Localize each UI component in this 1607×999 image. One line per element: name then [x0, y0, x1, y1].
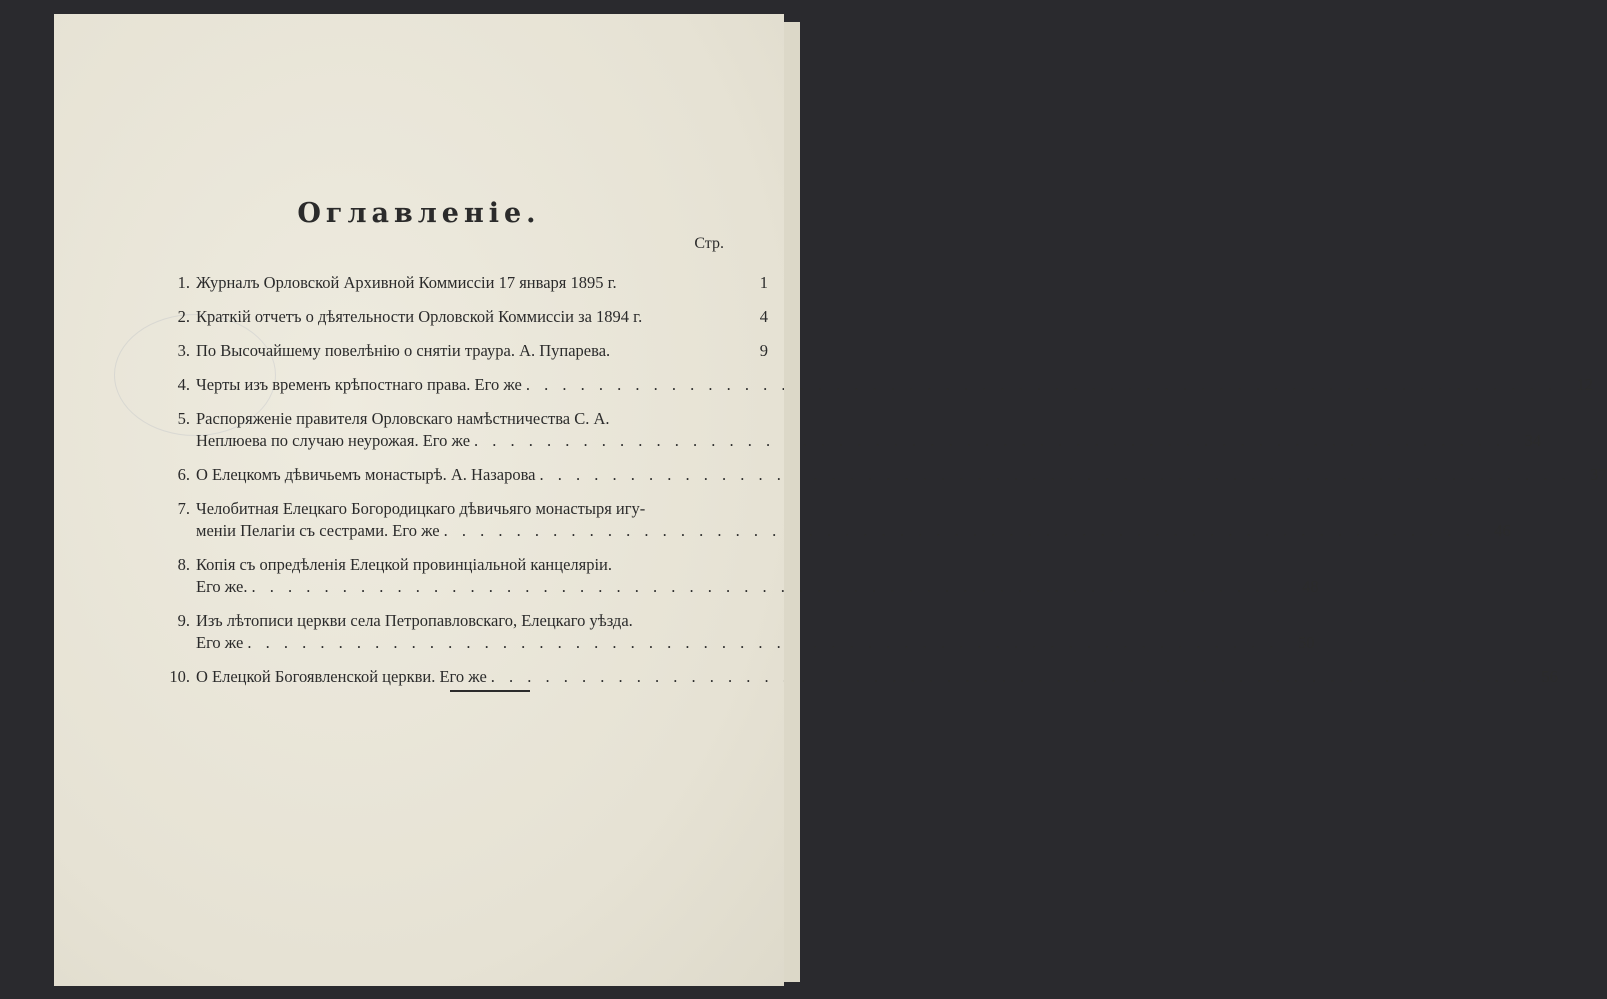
toc-entry-number: 3.	[177, 341, 190, 360]
toc-page-number: 12	[1576, 375, 1593, 394]
toc-entry-title: Челобитная Елецкаго Богородицкаго дѣвичьяго монастыря игу-	[196, 499, 646, 518]
closing-rule	[450, 690, 530, 692]
toc-entry-number: 6.	[177, 465, 190, 484]
toc-page-number: 34	[1524, 431, 1542, 450]
toc-page-number: 1	[759, 273, 768, 292]
page-column-label: Стр.	[694, 235, 724, 252]
toc-page-number: 37	[1590, 465, 1607, 484]
toc-entry	[158, 408, 1542, 452]
toc-page-number: 46	[1494, 521, 1511, 540]
toc-page-number: 50	[1297, 633, 1315, 652]
toc-entry-title: Распоряженіе правителя Орловскаго намѣстничества С. А.	[196, 409, 610, 428]
page-title: Оглавленіе.	[297, 198, 541, 229]
toc-entry-number: 9.	[177, 611, 190, 630]
toc-entry	[158, 340, 768, 362]
toc-entry-title: Журналъ Орловской Архивной Коммиссіи 17 января 1895 г.	[196, 273, 617, 292]
leader-dots	[487, 666, 1522, 688]
toc-page-number: 4	[759, 307, 768, 326]
toc-entry-number: 2.	[177, 307, 190, 326]
toc-entry-number: 7.	[177, 499, 190, 518]
toc-entry-number: 4.	[177, 375, 190, 394]
leader-dots	[522, 374, 1557, 396]
toc-entry-title: По Высочайшему повелѣнію о снятіи траура. А. Пупарева.	[196, 341, 611, 360]
toc-entry	[158, 464, 1607, 486]
toc-entry	[158, 554, 1319, 598]
toc-entry-title: Краткій отчетъ о дѣятельности Орловской Коммиссіи за 1894 г.	[196, 307, 643, 326]
leader-dots	[536, 464, 1571, 486]
toc-entry-number: 5.	[177, 409, 190, 428]
toc-entry	[158, 666, 1558, 688]
document-page	[54, 14, 1607, 986]
leader-dots	[243, 632, 1278, 654]
toc-entry	[158, 498, 1511, 542]
toc-entry	[158, 610, 1315, 654]
toc-entry-title: меніи Пелагіи съ сестрами. Его же	[196, 521, 440, 540]
table-of-contents	[158, 272, 1607, 700]
toc-page-number: 9	[759, 341, 768, 360]
adjacent-page-edge	[784, 22, 800, 982]
leader-dots	[470, 430, 1505, 452]
toc-entry-title: Неплюева по случаю неурожая. Его же	[196, 431, 471, 450]
leader-dots	[440, 520, 1475, 542]
toc-entry-title: Его же.	[196, 577, 248, 596]
toc-entry	[158, 306, 768, 328]
leader-dots	[247, 576, 1282, 598]
toc-entry-number: 10.	[169, 667, 190, 686]
toc-entry	[158, 272, 768, 294]
toc-entry-title: Копія съ опредѣленія Елецкой провинціальной канцеляріи.	[196, 555, 613, 574]
toc-entry-title: Черты изъ временъ крѣпостнаго права. Его же	[196, 375, 522, 394]
toc-entry-number: 8.	[177, 555, 190, 574]
toc-entry	[158, 374, 1593, 396]
toc-entry-number: 1.	[177, 273, 190, 292]
toc-page-number: 56	[1541, 667, 1558, 686]
toc-page-number: 48	[1302, 577, 1319, 596]
toc-entry-title: Его же	[196, 633, 244, 652]
toc-entry-title: О Елецкомъ дѣвичьемъ монастырѣ. А. Назарова	[196, 465, 536, 484]
toc-entry-title: О Елецкой Богоявленской церкви. Его же	[196, 667, 487, 686]
toc-entry-title: Изъ лѣтописи церкви села Петропавловскаго, Елецкаго уѣзда.	[196, 611, 633, 630]
